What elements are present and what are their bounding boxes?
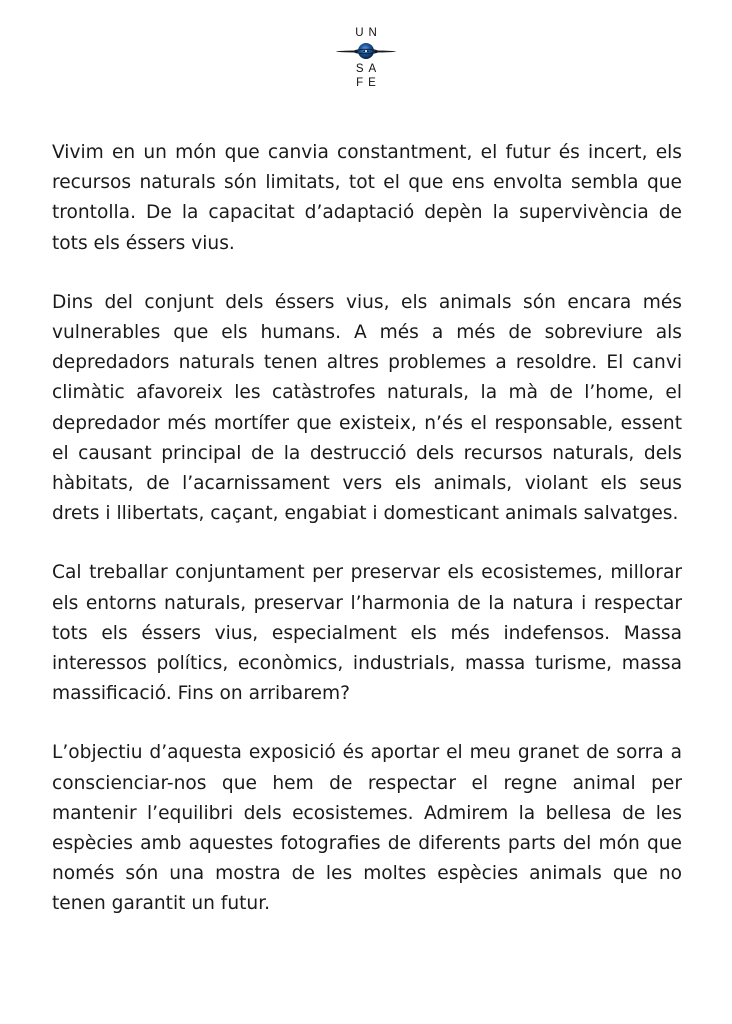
paragraph-animals: Dins del conjunt dels éssers vius, els animals són encara més vulnerables que els humans. A més a més de sobreviure als depredadors naturals tenen altres problemes a resoldre. El canvi climàtic afavoreix les catàstrofes naturals, la mà de l’home, el depredador més mortífer que existeix, n’és el responsable, essent el causant principal de la destrucció dels recursos naturals, dels hàbitats, de l’acarnissament vers els animals, violant els seus drets i llibertats, caçant, engabiat i domesticant animals salvatges. xyxy=(52,291,682,525)
paragraph-exhibition-goal: L’objectiu d’aquesta exposició és aportar el meu granet de sorra a conscienciar-nos que hem de respectar el regne animal per mantenir l’equilibri dels ecosistemes. Admirem la bellesa de les espècies amb aquestes fotografies de diferents parts del món que només són una mostra de les moltes espècies animals que no tenen garantit un futur. xyxy=(52,742,682,915)
planet-eye-icon xyxy=(334,41,398,61)
logo-text-sa: SA xyxy=(355,63,382,75)
logo-text-un: UN xyxy=(355,27,382,39)
body-text xyxy=(52,138,682,920)
logo xyxy=(0,26,732,90)
logo-text-fe: FE xyxy=(356,77,381,89)
paragraph-intro: Vivim en un món que canvia constantment, el futur és incert, els recursos naturals són limitats, tot el que ens envolta sembla que trontolla. De la capacitat d’adaptació depèn la supervivència de tots els éssers vius. xyxy=(52,142,682,254)
paragraph-call-to-action: Cal treballar conjuntament per preservar els ecosistemes, millorar els entorns naturals, preservar l’harmonia de la natura i respectar tots els éssers vius, especialment els més indefensos. Massa interessos polítics, econòmics, industrials, massa turisme, massa massificació. Fins on arribarem? xyxy=(52,562,682,705)
